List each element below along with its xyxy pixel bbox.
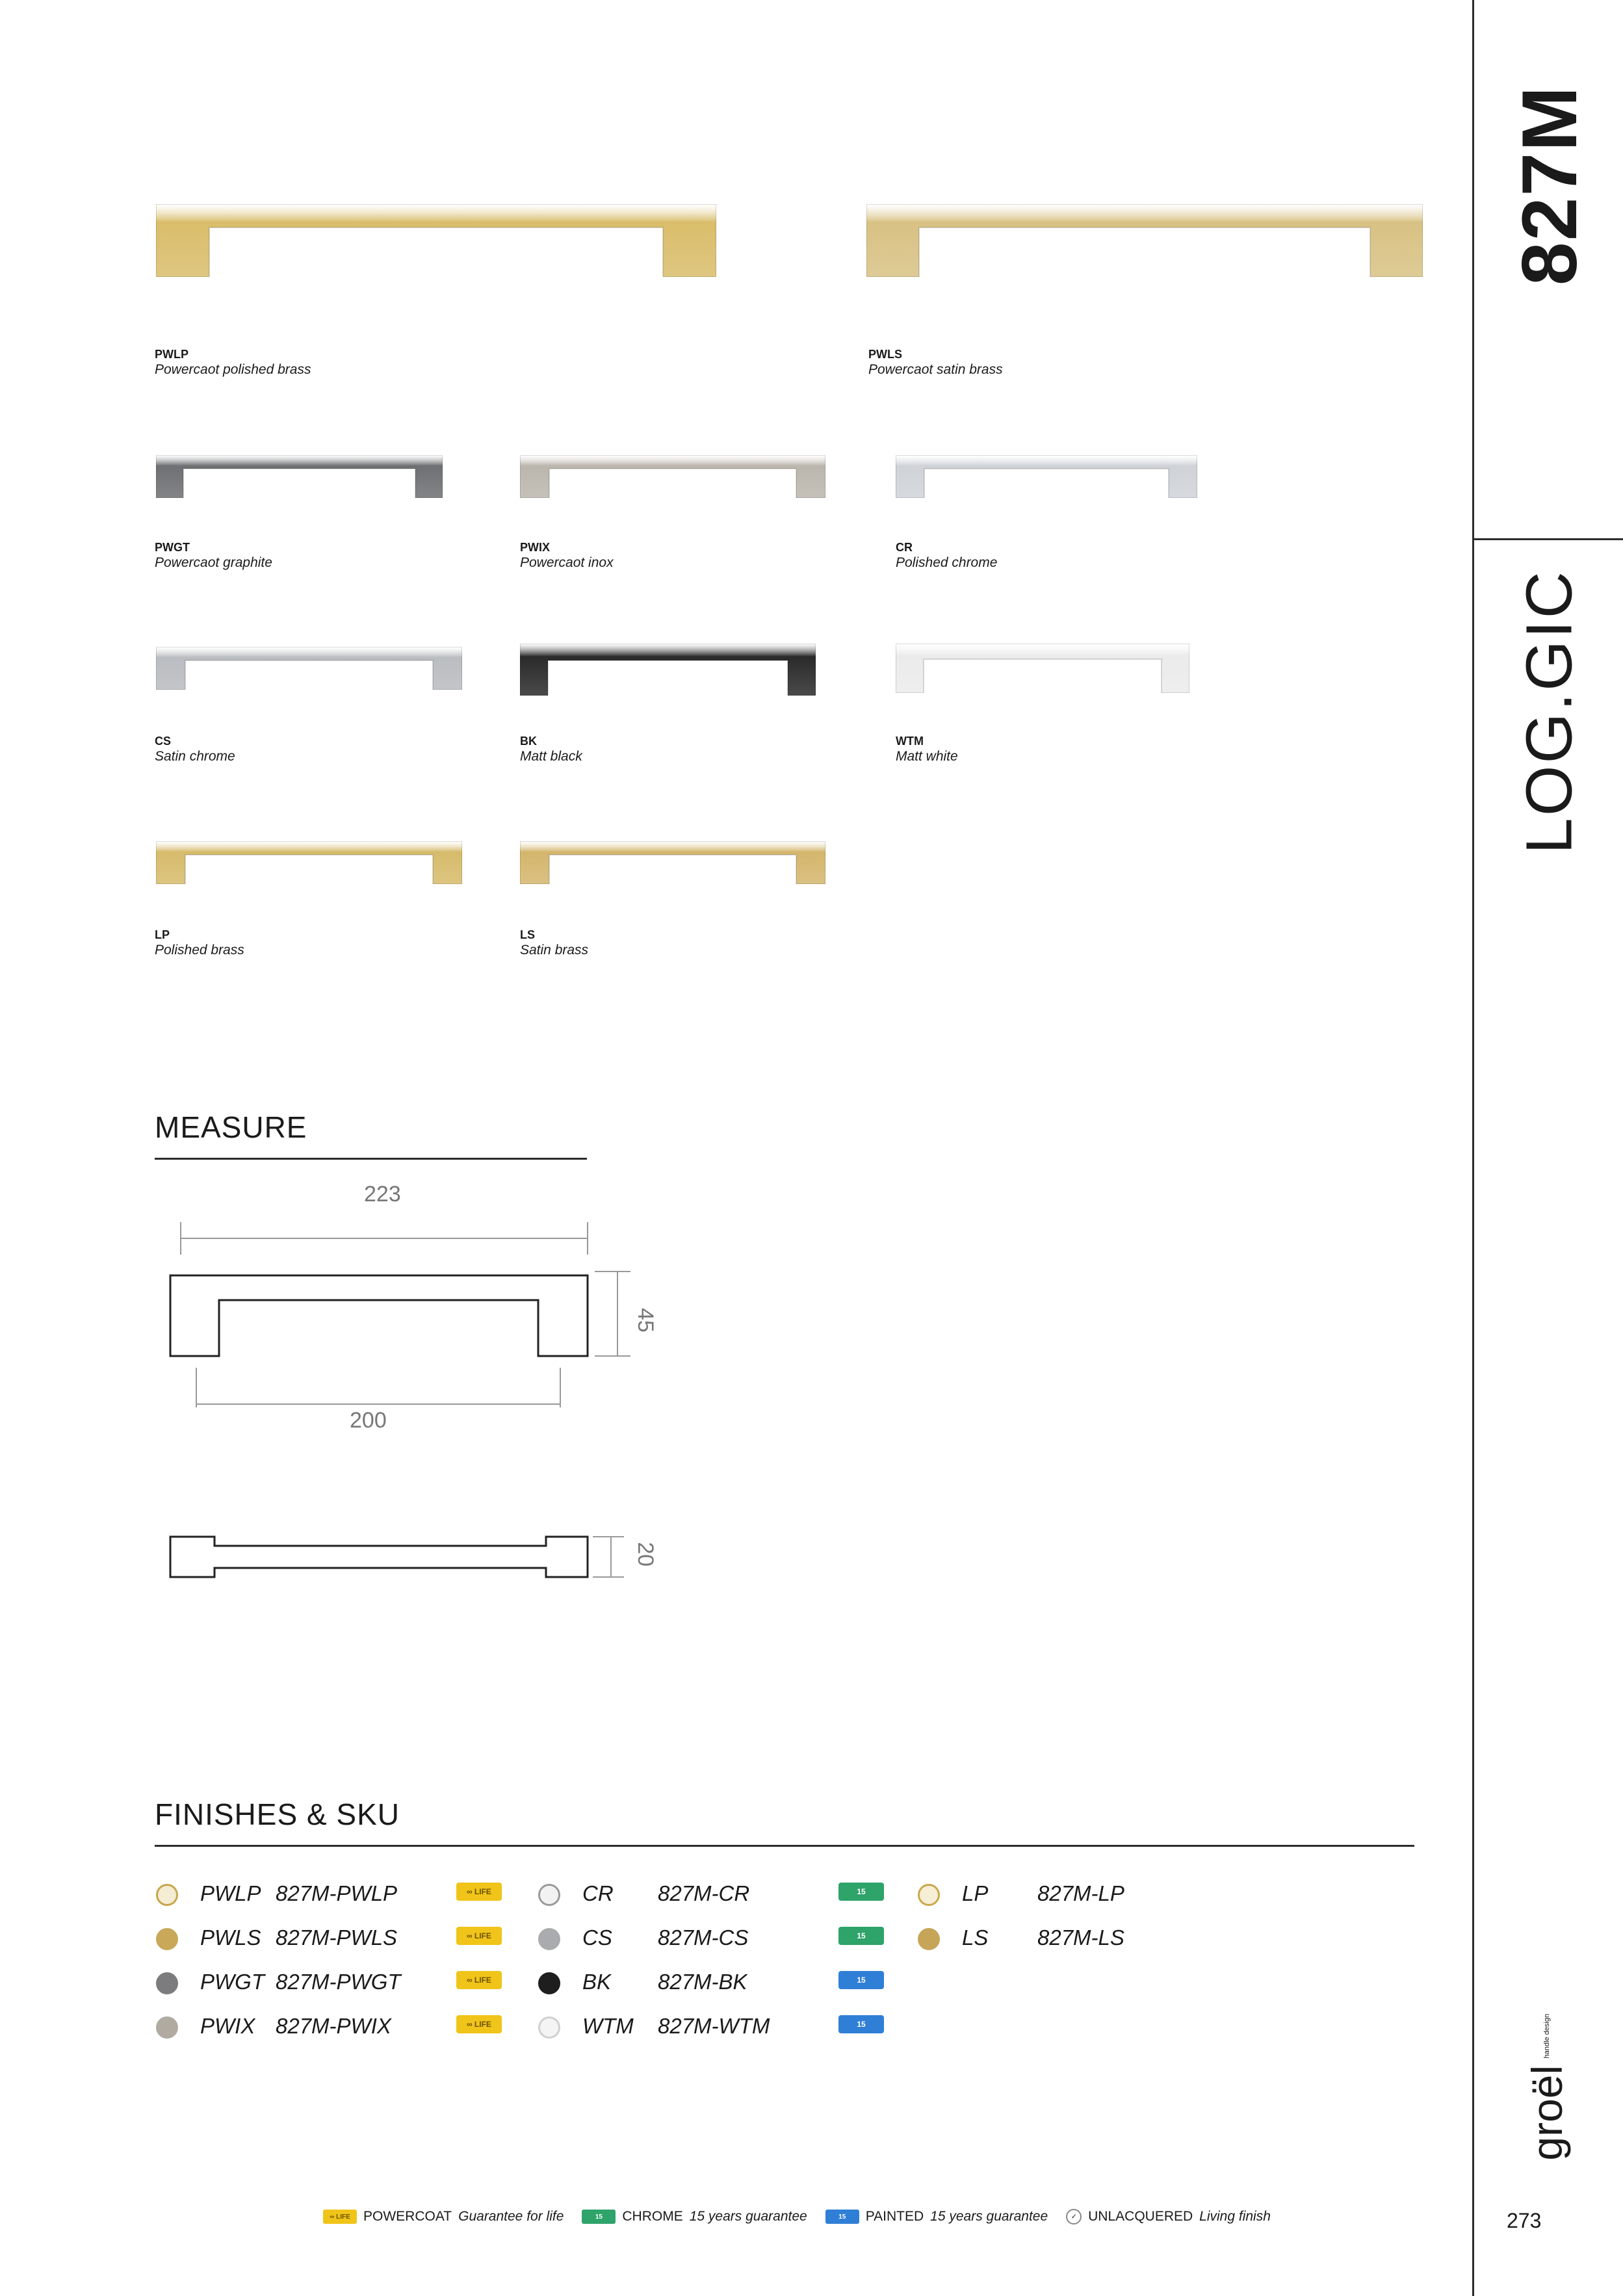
finish-swatch [538,1884,560,1906]
guarantee-badge: 15 [838,2015,884,2033]
page-number: 273 [1507,2209,1542,2232]
sku-rule [155,1845,1414,1847]
finish-code: CR [896,541,913,554]
measure-title: MEASURE [155,1110,307,1144]
finish-code: PWGT [155,541,190,554]
finish-code: BK [520,735,537,748]
sku-number: 827M-CR [658,1881,750,1905]
measure-drawing-front [156,1209,663,1424]
finish-name: Polished chrome [896,555,998,570]
sku-finish-code: PWLS [200,1925,261,1950]
finish-swatch [156,1972,178,1994]
sku-number: 827M-LP [1037,1881,1124,1905]
dimension-center: 200 [350,1408,387,1433]
finish-swatch [918,1884,940,1906]
brand-name: groël [1523,2065,1571,2161]
handle-shape [520,841,825,884]
finish-swatch [538,1928,560,1950]
model-code: 827M [1506,85,1593,286]
finish-swatch [538,1972,560,1994]
sidebar-divider [1472,0,1474,2296]
finish-name: Powercaot satin brass [868,362,1003,377]
painted-badge: 15 [825,2210,859,2224]
chrome-badge: 15 [582,2210,616,2224]
handle-shape [866,204,1423,277]
legend-label: UNLACQUERED [1088,2209,1193,2224]
handle-shape [520,455,825,498]
handle-image-cr [896,455,1197,498]
finish-code: PWLS [868,348,902,361]
finish-name: Powercaot inox [520,555,614,570]
legend-label: CHROME [622,2209,683,2224]
legend-note: Living finish [1199,2209,1271,2224]
sku-number: 827M-PWGT [276,1970,401,1994]
handle-shape [896,455,1197,498]
finish-code: LP [155,928,170,941]
handle-image-pwix [520,455,825,498]
guarantee-badge: ∞ LIFE [456,2015,502,2033]
guarantee-badge: 15 [838,1883,884,1901]
handle-image-lp [156,841,462,884]
finish-code: WTM [896,735,924,748]
sku-number: 827M-PWLS [276,1925,398,1950]
handle-shape [156,455,443,498]
finish-name: Satin brass [520,943,589,958]
handle-shape [156,647,462,690]
finish-name: Powercaot graphite [155,555,272,570]
brand-logo [1522,2013,1572,2161]
handle-image-cs [156,647,462,690]
sku-finish-code: LS [962,1925,989,1950]
sku-finish-code: PWGT [200,1970,265,1994]
guarantee-badge: ∞ LIFE [456,1883,502,1901]
handle-shape [520,644,816,696]
guarantee-badge: 15 [838,1927,884,1945]
finish-swatch [918,1928,940,1950]
handle-image-bk [520,644,816,696]
legend-note: 15 years guarantee [689,2209,807,2224]
finish-swatch [156,1928,178,1950]
collection-name: LOG.GIC [1513,569,1586,854]
finish-swatch [156,1884,178,1906]
finish-code: LS [520,928,536,941]
sku-number: 827M-PWIX [276,2014,391,2038]
legend-note: 15 years guarantee [930,2209,1048,2224]
handle-shape [156,204,716,277]
brand-tagline: handle design [1543,2013,1551,2059]
handle-image-pwls [866,204,1423,277]
guarantee-badge: ∞ LIFE [456,1971,502,1989]
sku-title: FINISHES & SKU [155,1797,400,1831]
dimension-depth: 20 [633,1542,658,1567]
sku-number: 827M-CS [658,1925,749,1950]
guarantee-badge: ∞ LIFE [456,1927,502,1945]
sku-number: 827M-WTM [658,2014,770,2038]
finish-name: Matt black [520,749,582,764]
measure-rule [155,1158,587,1160]
finish-code: PWLP [155,348,188,361]
sku-number: 827M-PWLP [276,1881,398,1905]
dimension-length: 223 [364,1182,401,1207]
handle-image-pwgt [156,455,443,498]
finish-code: PWIX [520,541,551,554]
handle-shape [156,841,462,884]
unlacquered-icon: ✓ [1066,2209,1082,2224]
sku-number: 827M-BK [658,1970,747,1994]
legend-label: PAINTED [865,2209,924,2224]
sku-finish-code: WTM [582,2014,634,2038]
handle-image-ls [520,841,825,884]
sku-finish-code: BK [582,1970,612,1994]
handle-shape [896,644,1189,693]
guarantee-legend [323,2209,1282,2224]
finish-swatch [538,2016,560,2039]
finish-swatch [156,2016,178,2039]
sku-finish-code: CS [582,1925,612,1950]
legend-note: Guarantee for life [458,2209,564,2224]
sku-finish-code: PWLP [200,1881,261,1905]
sidebar-separator [1472,538,1623,540]
measure-drawing-side [156,1528,663,1586]
finish-name: Satin chrome [155,749,235,764]
finish-name: Powercaot polished brass [155,362,311,377]
powercoat-badge: ∞ LIFE [323,2210,357,2224]
finish-name: Matt white [896,749,958,764]
sku-finish-code: PWIX [200,2014,255,2038]
sku-finish-code: LP [962,1881,989,1905]
sku-finish-code: CR [582,1881,614,1905]
handle-image-pwlp [156,204,716,277]
dimension-height: 45 [633,1308,658,1333]
handle-image-wtm [896,644,1189,693]
finish-code: CS [155,735,172,748]
legend-label: POWERCOAT [363,2209,452,2224]
finish-name: Polished brass [155,943,244,958]
sku-number: 827M-LS [1037,1925,1124,1950]
guarantee-badge: 15 [838,1971,884,1989]
